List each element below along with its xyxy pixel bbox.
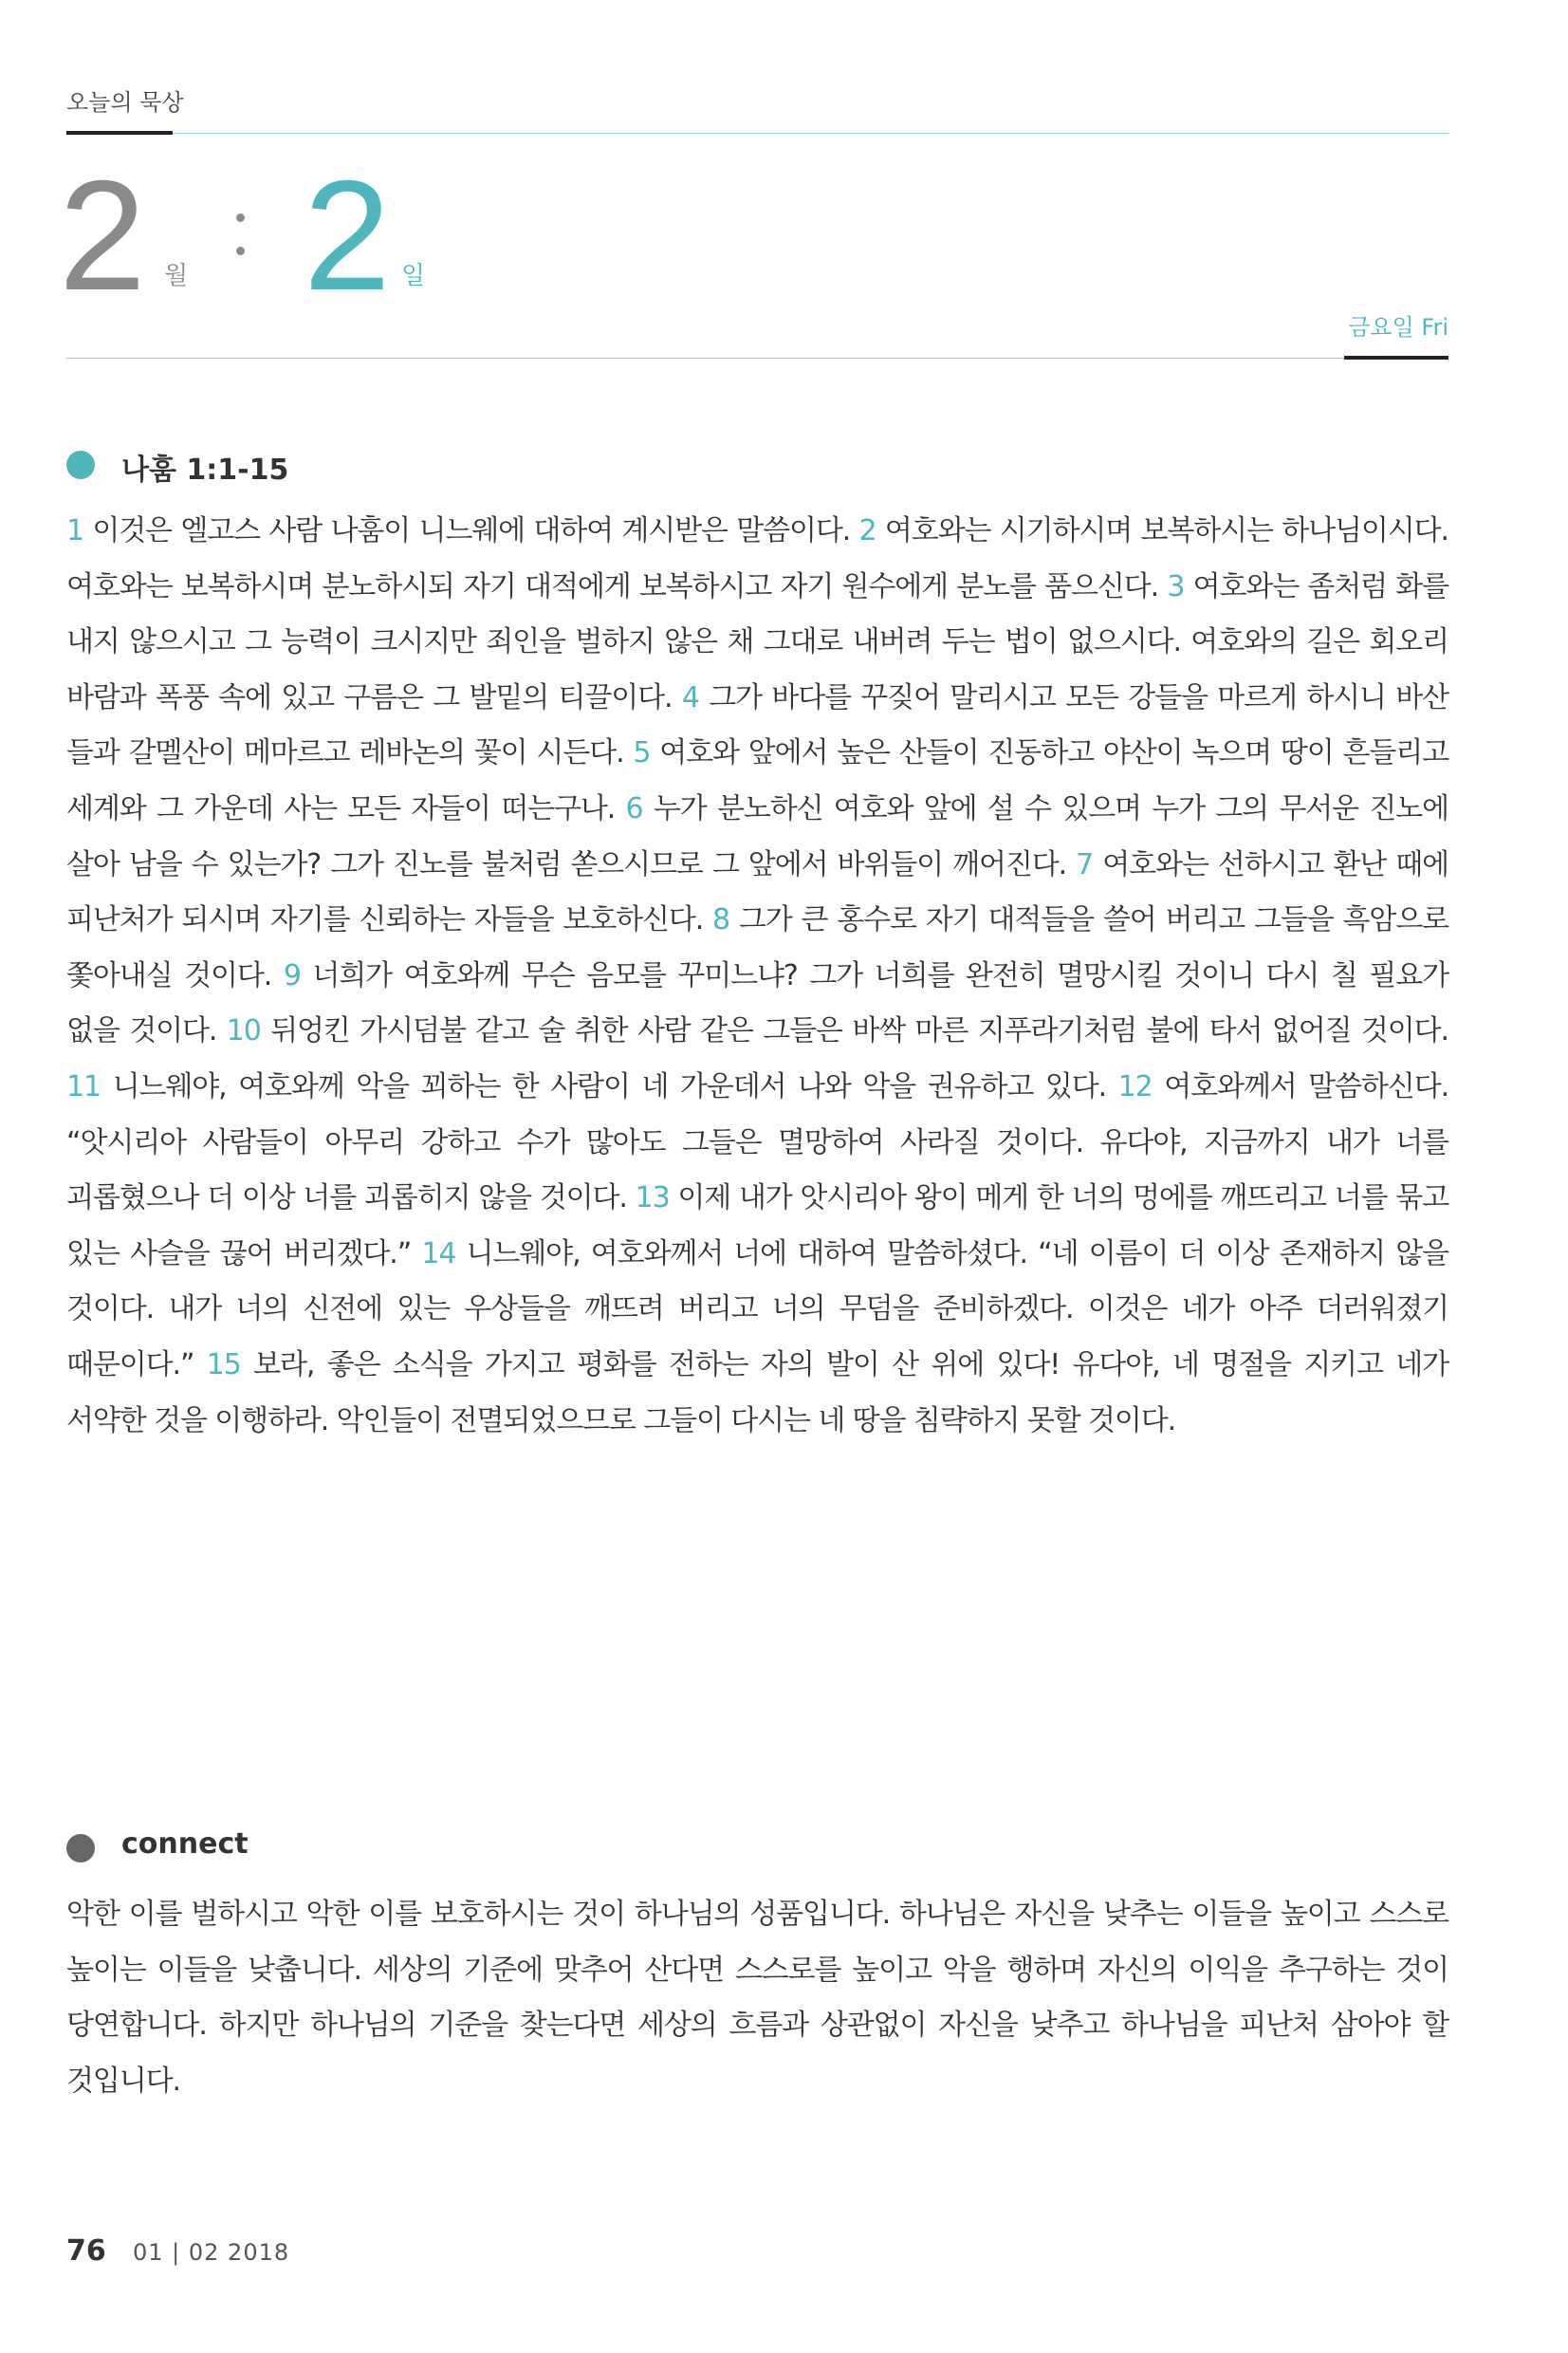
- verse-text: 여호와께서 말씀하신다. “앗시리아 사람들이 아무리 강하고 수가 많아도 그들은 멸망하여 사라질 것이다. 유다야, 지금까지 내가 너를 괴롭혔으나 더 이상 너를 괴롭히지 않을 것이다.: [66, 1069, 1449, 1215]
- verse-number: 1: [66, 514, 83, 547]
- verse-number: 6: [625, 791, 643, 825]
- verse-number: 7: [1076, 847, 1094, 881]
- verse: [66, 1348, 1448, 1437]
- verse-number: 8: [712, 903, 730, 937]
- connect-heading: connect: [121, 1827, 249, 1861]
- verse-text: 뒤엉킨 가시덤불 같고 술 취한 사람 같은 그들은 바싹 마른 지푸라기처럼 불에 타서 없어질 것이다.: [270, 1014, 1448, 1048]
- month-number: 2: [59, 148, 146, 323]
- verse-number: 5: [633, 736, 651, 770]
- connect-bullet-icon: [66, 1834, 95, 1862]
- verse-text: 여호와는 선하시고 환난 때에 피난처가 되시며 자기를 신뢰하는 자들을 보호하신다.: [66, 847, 1449, 937]
- verse-number: 4: [681, 680, 699, 714]
- verse-number: 12: [1117, 1069, 1153, 1103]
- weekday: 금요일 Fri: [1348, 314, 1448, 341]
- verse: [227, 1014, 1448, 1047]
- header-rule: [173, 133, 1448, 134]
- verse-text: 이것은 엘고스 사람 나훔이 니느웨에 대하여 계시받은 말씀이다.: [92, 514, 851, 547]
- day-unit: 일: [401, 262, 426, 290]
- verse-text: 여호와 앞에서 높은 산들이 진동하고 야산이 녹으며 땅이 흔들리고 세계와 그 가운데 사는 모든 자들이 떠는구나.: [66, 736, 1448, 825]
- page-number: 76: [66, 2234, 106, 2268]
- verse-text: 니느웨야, 여호와께 악을 꾀하는 한 사람이 네 가운데서 나와 악을 권유하고 있다.: [112, 1069, 1107, 1103]
- connect-text: 악한 이를 벌하시고 악한 이를 보호하시는 것이 하나님의 성품입니다. 하나님은 자신을 낮추는 이들을 높이고 스스로 높이는 이들을 낮춥니다. 세상의 기준에 맞추어 산다면 스스로를 높이고 악을 행하며 자신의 이익을 추구하는 것이 당연합니다. 하지만 하나님의 기준을 찾는다면 세상의 흐름과 상관없이 자신을 낮추고 하나님을 피난처 삼아야 할 것입니다.: [66, 1898, 1448, 2098]
- verse-number: 9: [283, 958, 301, 992]
- verse: [66, 1070, 1106, 1103]
- section-label: 오늘의 묵상: [66, 89, 184, 116]
- verse-text: 누가 분노하신 여호와 앞에 설 수 있으며 누가 그의 무서운 진노에 살아 남을 수 있는가? 그가 진노를 불처럼 쏟으시므로 그 앞에서 바위들이 깨어진다.: [66, 791, 1448, 881]
- verse-text: 그가 바다를 꾸짖어 말리시고 모든 강들을 마르게 하시니 바산 들과 갈멜산이 메마르고 레바논의 꽃이 시든다.: [66, 680, 1449, 770]
- issue-date: 01 | 02 2018: [133, 2239, 290, 2266]
- verse-number: 2: [858, 514, 876, 547]
- date-rule: [66, 358, 1344, 359]
- date-colon-bottom: [236, 247, 245, 255]
- passage-bullet-icon: [66, 451, 95, 479]
- verse-number: 14: [421, 1236, 456, 1270]
- verse: [66, 514, 850, 547]
- section-label-underline: [66, 131, 173, 135]
- verse-text: 니느웨야, 여호와께서 너에 대하여 말씀하셨다. “네 이름이 더 이상 존재하지 않을 것이다. 내가 너의 신전에 있는 우상들을 깨뜨려 버리고 너의 무덤을 준비하겠다. 이것은 네가 아주 더러워졌기 때문이다.”: [66, 1236, 1448, 1381]
- date-colon-top: [236, 213, 245, 222]
- verse-text: 너희가 여호와께 무슨 음모를 꾸미느냐? 그가 너희를 완전히 멸망시킬 것이니 다시 칠 필요가 없을 것이다.: [66, 958, 1449, 1048]
- verse-number: 11: [66, 1069, 101, 1103]
- verse-text: 여호와는 시기하시며 보복하시는 하나님이시다. 여호와는 보복하시며 분노하시되 자기 대적에게 보복하시고 자기 원수에게 분노를 품으신다.: [66, 514, 1448, 603]
- verse-text: 여호와는 좀처럼 화를 내지 않으시고 그 능력이 크시지만 죄인을 벌하지 않은 채 그대로 내버려 두는 법이 없으시다. 여호와의 길은 회오리 바람과 폭풍 속에 있고 구름은 그 발밑의 티끌이다.: [66, 569, 1449, 714]
- verse-number: 15: [206, 1347, 241, 1381]
- verse-text: 이제 내가 앗시리아 왕이 메게 한 너의 멍에를 깨뜨리고 너를 묶고 있는 사슬을 끊어 버리겠다.”: [66, 1181, 1448, 1270]
- day-number: 2: [304, 148, 391, 323]
- verse-number: 10: [226, 1014, 261, 1048]
- month-unit: 월: [164, 262, 189, 290]
- weekday-underline: [1344, 356, 1448, 360]
- verse-number: 3: [1167, 569, 1185, 603]
- verse-text: 보라, 좋은 소식을 가지고 평화를 전하는 자의 발이 산 위에 있다! 유다야, 네 명절을 지키고 네가 서약한 것을 이행하라. 악인들이 전멸되었으므로 그들이 다시는 네 땅을 침략하지 못할 것이다.: [66, 1347, 1449, 1437]
- verse-number: 13: [635, 1181, 670, 1215]
- scripture-passage: [66, 504, 1448, 1449]
- verse-text: 그가 큰 홍수로 자기 대적들을 쓸어 버리고 그들을 흑암으로 쫓아내실 것이다.: [66, 903, 1448, 992]
- passage-reference: 나훔 1:1-15: [121, 454, 289, 487]
